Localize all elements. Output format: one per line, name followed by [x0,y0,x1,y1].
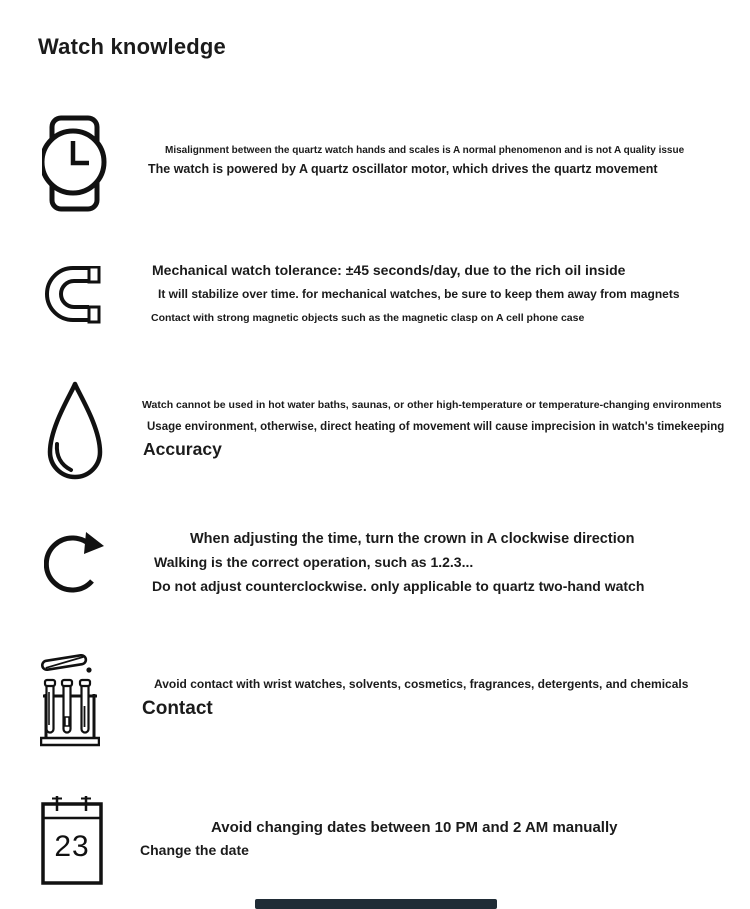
clockwise-arrow-icon [44,524,106,602]
calendar-day-number: 23 [54,830,90,863]
test-tubes-icon [40,650,100,748]
note-line: The watch is powered by A quartz oscillator motor, which drives the quartz movement [148,162,658,176]
note-line: Misalignment between the quartz watch hands and scales is A normal phenomenon and is not A quality issue [165,145,685,156]
note-line: Walking is the correct operation, such as 1.2.3... [154,554,474,570]
note-line: Mechanical watch tolerance: ±45 seconds/day, due to the rich oil inside [152,262,626,278]
page-title: Watch knowledge [38,34,226,59]
magnet-icon [45,266,101,324]
note-line: It will stabilize over time. for mechanical watches, be sure to keep them away from magnets [158,287,680,301]
note-line: Usage environment, otherwise, direct heating of movement will cause imprecision in watch's timekeeping [147,421,725,433]
note-line: Do not adjust counterclockwise. only applicable to quartz two-hand watch [152,578,645,594]
note-line: Contact with strong magnetic objects such as the magnetic clasp on A cell phone case [151,312,585,324]
section-heading: Accuracy [143,439,222,459]
section-heading: Contact [142,698,213,719]
note-line: Avoid contact with wrist watches, solvents, cosmetics, fragrances, detergents, and chemicals [154,677,689,691]
note-line: When adjusting the time, turn the crown in A clockwise direction [190,531,635,547]
note-line: Avoid changing dates between 10 PM and 2 AM manually [211,819,618,836]
note-line: Change the date [140,842,249,858]
note-line: Watch cannot be used in hot water baths, saunas, or other high-temperature or temperature-changing environments [142,399,722,411]
water-drop-icon [44,380,106,480]
home-indicator-bar [255,899,497,909]
wristwatch-icon [42,115,108,213]
